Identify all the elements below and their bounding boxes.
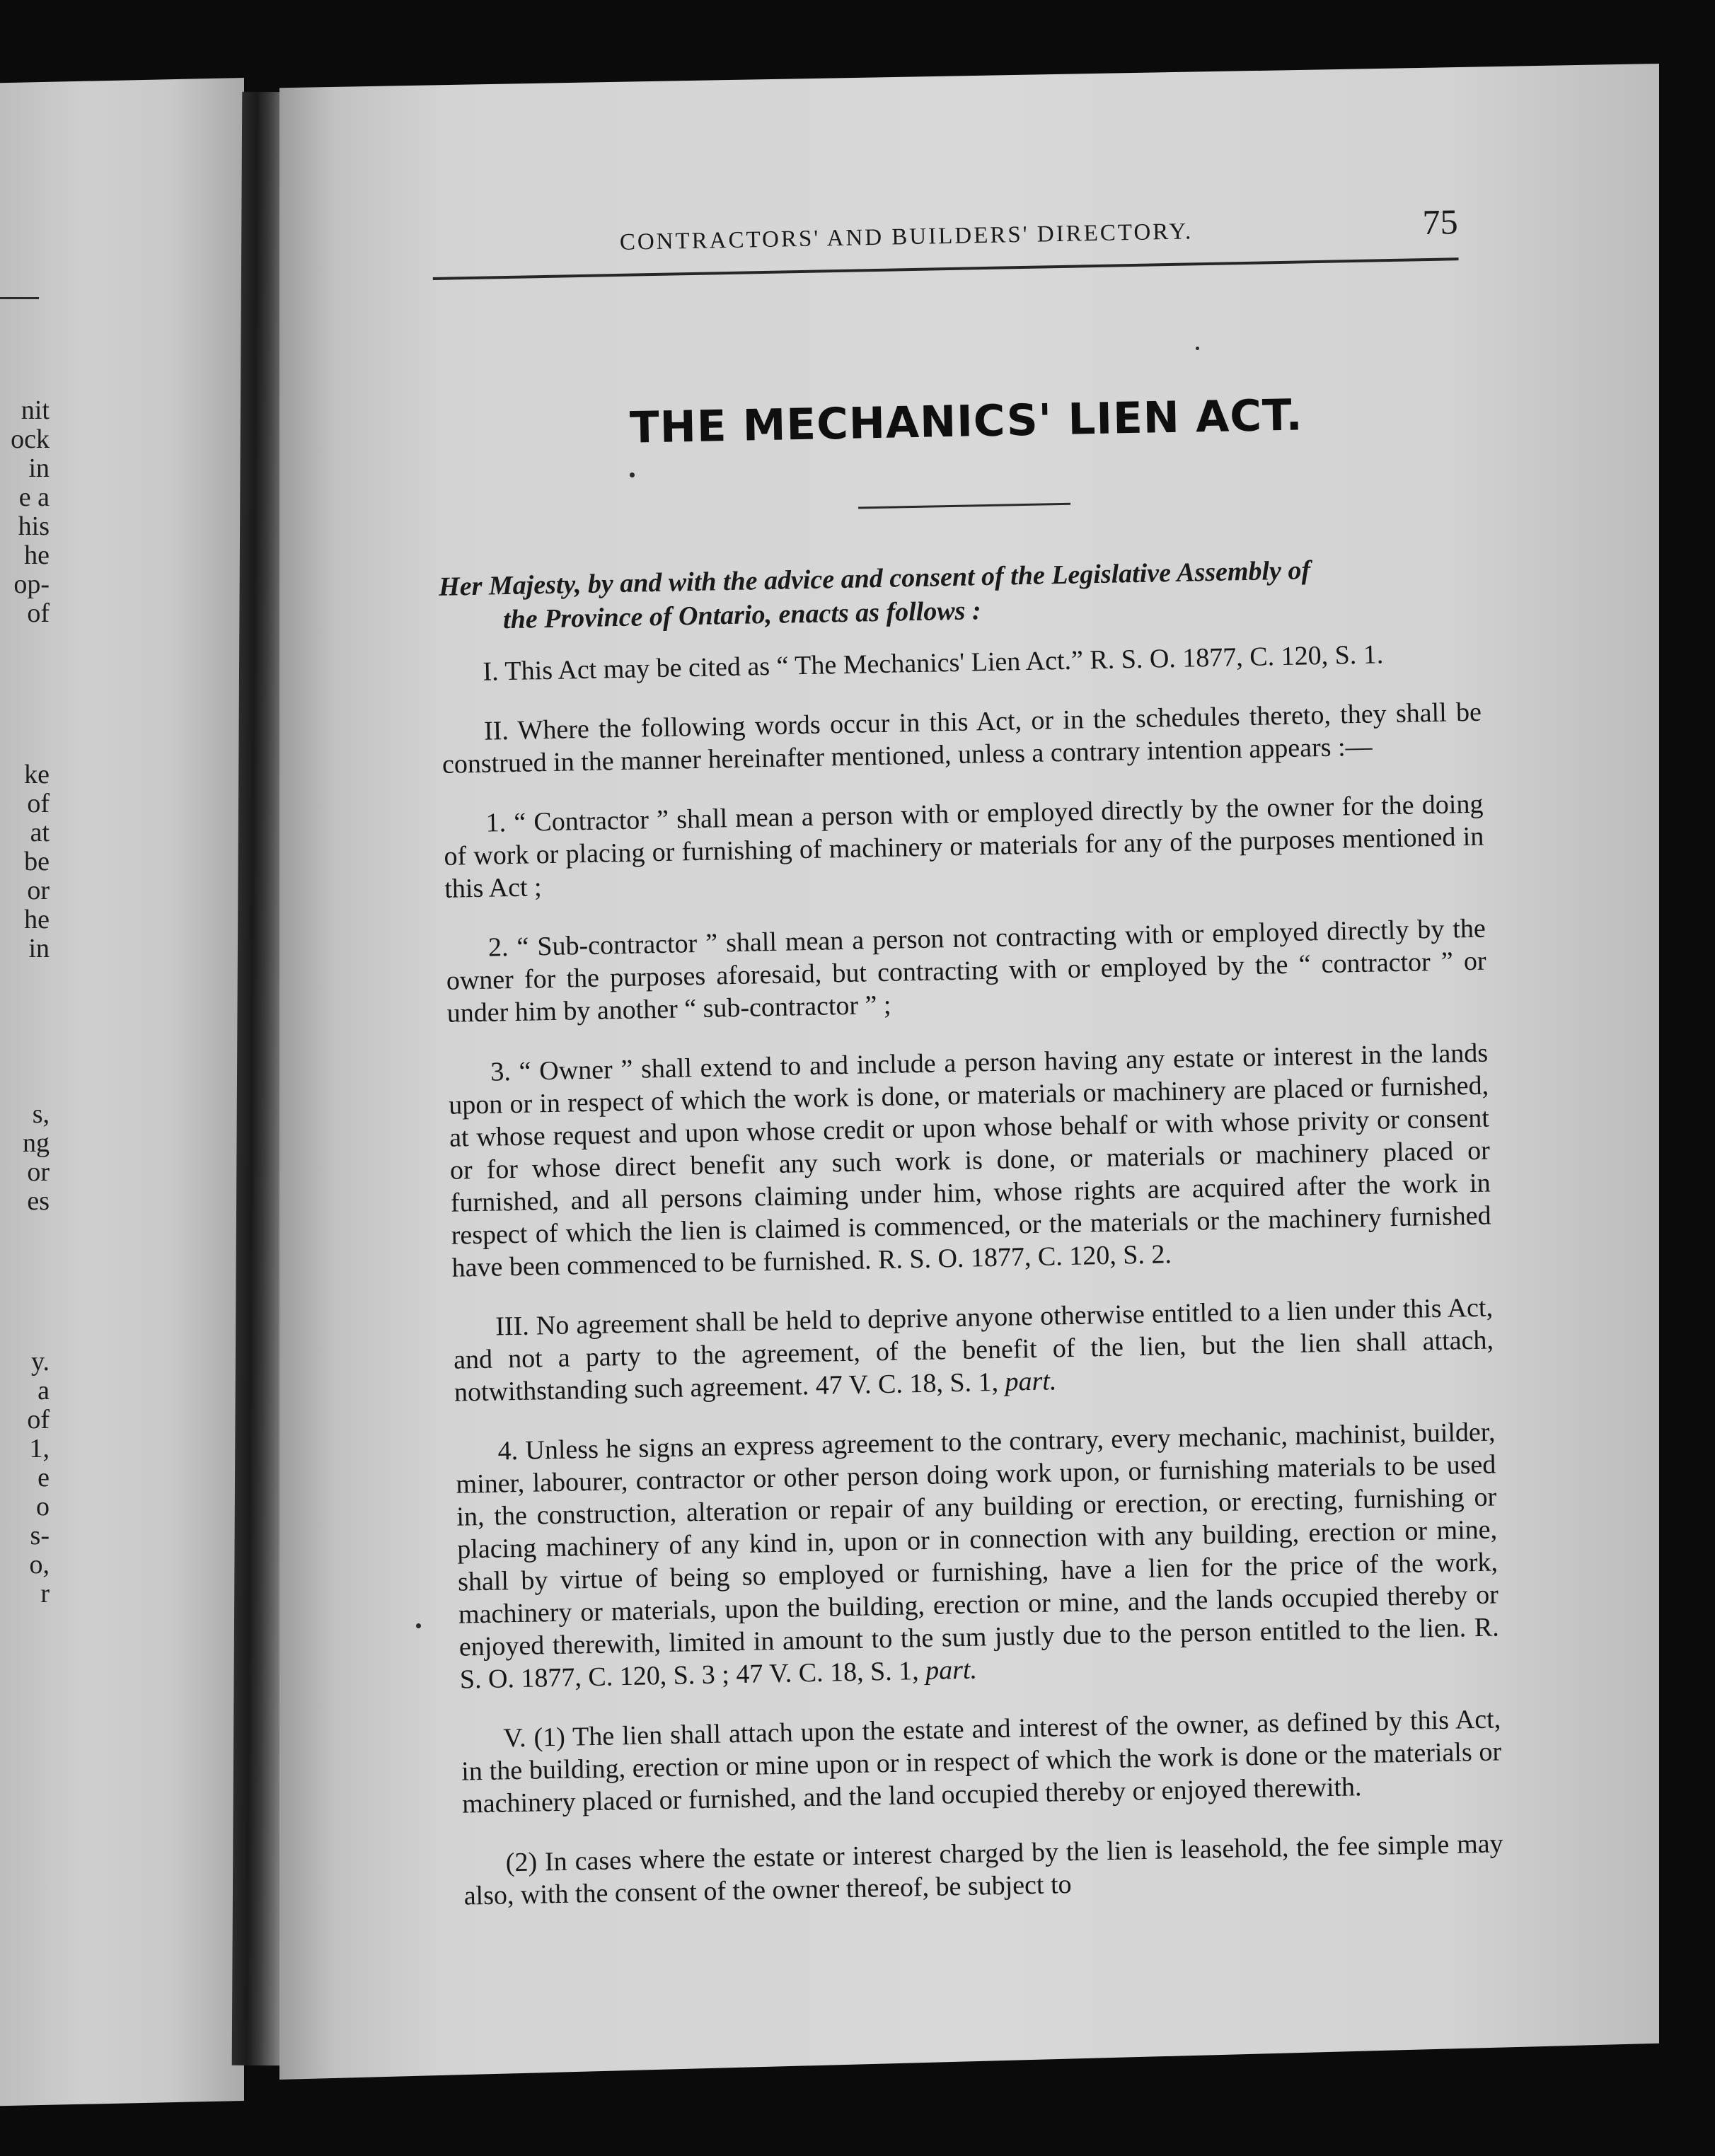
previous-page-line: his xyxy=(18,511,50,541)
previous-page-line: o xyxy=(36,1492,50,1522)
previous-page-line: he xyxy=(24,540,50,570)
section-3-agreements xyxy=(453,1291,1494,1408)
previous-page-line: be xyxy=(24,847,50,876)
previous-page-line: e xyxy=(37,1463,50,1493)
section-4-text: 4. Unless he signs an express agreement to the contrary, every mechanic, machinist, builder, miner, labourer, contractor or other person doing work upon, or furnishing materials to be used in, the construction, alteration or repair of any building or erection, or erecting, furnishing or placing machinery of any kind in, upon or in connection with any building, erection or mine, shall by virtue of being so employed or furnishing, have a lien for the price of the work, machinery or materials, upon the building, erection or mine, and the lands occupied thereby or enjoyed therewith, limited in amount to the sum justly due to the person entitled to the lien. R. S. O. 1877, C. 120, S. 3 ; 47 V. C. 18, S. 1, xyxy=(456,1417,1500,1695)
section-3-part: part. xyxy=(1005,1366,1057,1397)
previous-page-line: op- xyxy=(13,569,50,599)
previous-page-line: of xyxy=(27,598,50,628)
section-5-subsection-1: V. (1) The lien shall attach upon the estate and interest of the owner, as defined by this Act, in the building, erection or mine upon or in respect of which the work is done or the materials or machinery placed or furnished, and the land occupied thereby or enjoyed therewith. xyxy=(461,1704,1502,1819)
definition-owner: 3. “ Owner ” shall extend to and include a person having any estate or interest in the lands upon or in respect of which the work is done, or materials or machinery are placed or furnished, at whose request and upon whose credit or upon whose behalf or with whose privity or consent or for whose direct benefit any such work is done, or materials or machinery placed or furnished, and all persons claiming under him, whose rights are acquired after the work in respect of which the lien is claimed is commenced, or the materials or the machinery furnished have been commenced to be furnished. R. S. O. 1877, C. 120, S. 2. xyxy=(448,1038,1491,1283)
previous-page-text-fragment xyxy=(0,760,50,963)
page-content xyxy=(432,192,1505,1940)
previous-page-line: he xyxy=(24,905,50,934)
previous-page-line: or xyxy=(27,1157,50,1187)
previous-page-line: 1, xyxy=(29,1434,50,1464)
previous-page-line: ng xyxy=(23,1128,50,1158)
enacting-clause xyxy=(439,550,1480,638)
scan-speck xyxy=(416,1623,421,1628)
previous-page-line: ke xyxy=(24,760,50,789)
section-5-subsection-2: (2) In cases where the estate or interest charged by the lien is leasehold, the fee simple may also, with the consent of the owner thereof, be subject to xyxy=(463,1828,1503,1911)
previous-page-line: at xyxy=(30,818,50,847)
previous-page-text-fragment xyxy=(0,396,50,628)
previous-page-line: of xyxy=(27,1405,50,1435)
previous-page-line: e a xyxy=(18,482,50,512)
previous-page-line: r xyxy=(40,1579,50,1609)
previous-page-line: ock xyxy=(11,424,50,454)
previous-page-line: s- xyxy=(30,1521,50,1551)
title-divider xyxy=(858,503,1070,509)
previous-page-text-fragment xyxy=(0,1100,50,1216)
section-2-interpretation: II. Where the following words occur in this Act, or in the schedules thereto, they shall be construed in the manner hereinafter mentioned, unless a contrary intention appears :— xyxy=(441,697,1482,779)
previous-page-line: nit xyxy=(21,395,50,425)
previous-page-line: in xyxy=(28,934,50,963)
running-title: CONTRACTORS' AND BUILDERS' DIRECTORY. xyxy=(619,219,1194,255)
previous-page-text-fragment xyxy=(0,1348,50,1609)
previous-page-line: of xyxy=(27,789,50,818)
section-3-text: III. No agreement shall be held to deprive anyone otherwise entitled to a lien under this Act, and not a party to the agreement, of the benefit of the lien, but the lien shall attach, notwithstanding such agreement. 47 V. C. 18, S. 1, xyxy=(453,1292,1494,1408)
section-4-lien-right xyxy=(455,1415,1500,1696)
previous-page-line: or xyxy=(27,876,50,905)
scan-speck xyxy=(630,473,635,477)
previous-page-line: s, xyxy=(32,1099,50,1129)
previous-page-line: y. xyxy=(30,1347,50,1377)
definition-sub-contractor: 2. “ Sub-contractor ” shall mean a person not contracting with or employed directly by the owner for the purposes aforesaid, but contracting with or employed by the “ contractor ” or under him by another “ sub-contractor ” ; xyxy=(446,913,1486,1028)
section-4-part: part. xyxy=(925,1654,978,1686)
previous-page-rule xyxy=(0,297,39,299)
header-rule xyxy=(433,257,1459,280)
enacting-clause-line-2: the Province of Ontario, enacts as follows : xyxy=(502,596,981,635)
definition-contractor: 1. “ Contractor ” shall mean a person with or employed directly by the owner for the doing of work or placing or furnishing of machinery or materials for any of the purposes mentioned in this Act ; xyxy=(444,789,1484,904)
enacting-clause-line-1: Her Majesty, by and with the advice and consent of the Legislative Assembly of xyxy=(438,555,1311,602)
page-number: 75 xyxy=(1421,202,1459,243)
previous-page-line: es xyxy=(27,1186,50,1216)
previous-page-line: in xyxy=(28,453,50,483)
previous-page xyxy=(0,78,244,2106)
previous-page-line: a xyxy=(37,1376,50,1406)
scan-speck xyxy=(1196,347,1199,350)
act-title: THE MECHANICS' LIEN ACT. xyxy=(629,390,1304,453)
previous-page-line: o, xyxy=(29,1550,50,1580)
section-1-short-title: I. This Act may be cited as “ The Mechanics' Lien Act.” R. S. O. 1877, C. 120, S. 1. xyxy=(483,639,1384,687)
